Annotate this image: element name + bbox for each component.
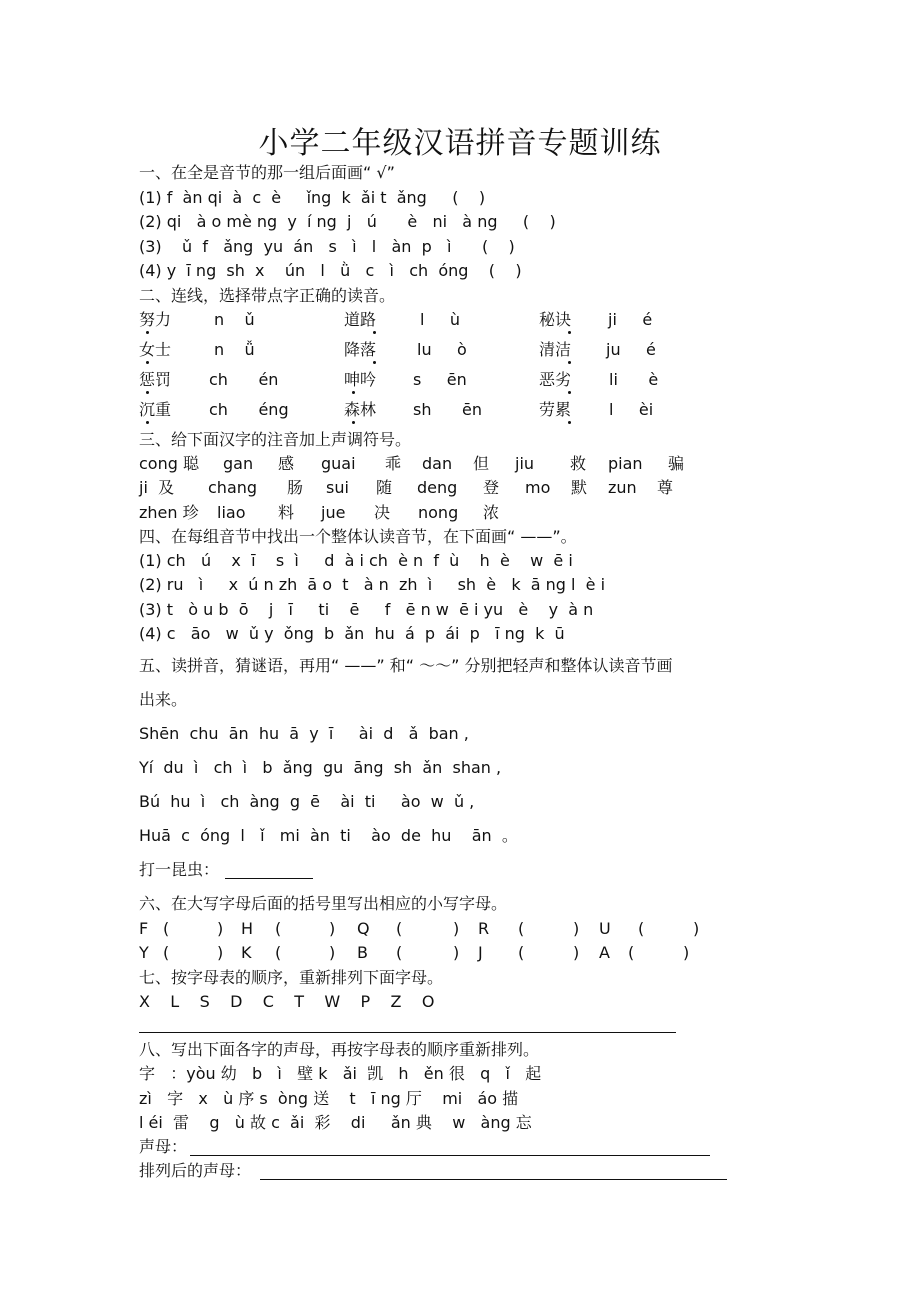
s3-cell: 默 [571, 478, 588, 497]
emphasis-dot [146, 421, 149, 424]
s3-cell: 料 [278, 503, 295, 522]
paren-open: ( [275, 943, 282, 962]
emphasis-dot [568, 361, 571, 364]
paren-close: ) [693, 919, 700, 938]
s2-pinyin: s ēn [413, 370, 467, 389]
s2-pinyin: lu ò [417, 340, 467, 359]
s3-cell: zhen 珍 [139, 503, 199, 522]
paren-close: ) [217, 919, 224, 938]
s3-cell: 骗 [668, 454, 685, 473]
uppercase-letter: U [599, 919, 611, 938]
s2-word: 沉重 [139, 400, 172, 419]
char-line: zì 字 x ù 序 s òng 送 t ī ng 厅 mi áo 描 [139, 1089, 519, 1108]
s3-cell: 登 [483, 478, 500, 497]
emphasis-dot [373, 331, 376, 334]
paren-open: ( [163, 919, 170, 938]
emphasis-dot [568, 331, 571, 334]
s2-word: 道路 [344, 310, 377, 329]
sorted-answer-line[interactable] [260, 1179, 727, 1180]
s2-word: 恶劣 [539, 370, 572, 389]
s3-cell: 感 [278, 454, 295, 473]
s3-cell: zun [608, 478, 637, 497]
s3-cell: ji 及 [139, 478, 175, 497]
riddle-line: Yí du ì ch ì b ǎng gu āng sh ǎn shan , [139, 758, 502, 777]
s2-word: 努力 [139, 310, 172, 329]
s2-pinyin: n ǚ [214, 340, 255, 359]
paren-open: ( [396, 919, 403, 938]
s2-word: 秘诀 [539, 310, 572, 329]
uppercase-letter: Q [357, 919, 370, 938]
s3-cell: 但 [473, 454, 490, 473]
section8-heading: 八、写出下面各字的声母，再按字母表的顺序重新排列。 [139, 1040, 540, 1059]
uppercase-letter: R [478, 919, 490, 938]
emphasis-dot [146, 361, 149, 364]
s3-cell: 救 [570, 454, 587, 473]
section1-item: (4) y ī ng sh x ún l ǜ c ì ch óng ( ) [139, 261, 522, 280]
s3-cell: 随 [376, 478, 393, 497]
s2-pinyin: sh ēn [413, 400, 482, 419]
section1-item: (3) ǔ f ǎng yu án s ì l àn p ì ( ) [139, 237, 515, 256]
page-title: 小学二年级汉语拼音专题训练 [258, 126, 662, 161]
s3-cell: 决 [374, 503, 391, 522]
section4-item: (4) c āo w ǔ y ǒng b ǎn hu á p ái p ī ng k ū [139, 624, 565, 643]
s3-cell: sui [326, 478, 349, 497]
riddle-line: Bú hu ì ch àng g ē ài ti ào w ǔ , [139, 792, 475, 811]
section2-heading: 二、连线，选择带点字正确的读音。 [139, 286, 396, 305]
riddle-line: Shēn chu ān hu ā y ī ài d ǎ ban , [139, 724, 469, 743]
answer-blank[interactable] [225, 878, 313, 879]
paren-open: ( [275, 919, 282, 938]
uppercase-letter: Y [139, 943, 149, 962]
s3-cell: mo [525, 478, 551, 497]
paren-open: ( [628, 943, 635, 962]
emphasis-dot [352, 391, 355, 394]
section6-heading: 六、在大写字母后面的括号里写出相应的小写字母。 [139, 894, 508, 913]
s3-cell: jiu [515, 454, 535, 473]
s3-cell: 乖 [385, 454, 402, 473]
riddle-prompt: 打一昆虫： [139, 860, 220, 879]
s2-pinyin: l èi [609, 400, 654, 419]
paren-close: ) [329, 943, 336, 962]
s2-pinyin: l ù [420, 310, 461, 329]
section1-heading: 一、在全是音节的那一组后面画“ √” [139, 163, 395, 182]
section1-item: (1) f àn qi à c è ǐng k ǎi t ǎng ( ) [139, 188, 486, 207]
s2-word: 呻吟 [344, 370, 377, 389]
s3-cell: 浓 [483, 503, 500, 522]
section4-item: (2) ru ì x ú n zh ā o t à n zh ì sh è k ā ng l è i [139, 575, 606, 594]
s3-cell: nong [418, 503, 459, 522]
shengmu-answer-line[interactable] [190, 1155, 710, 1156]
riddle-line: Huā c óng l ǐ mi àn ti ào de hu ān 。 [139, 826, 518, 845]
uppercase-letter: B [357, 943, 368, 962]
paren-open: ( [638, 919, 645, 938]
emphasis-dot [146, 391, 149, 394]
uppercase-letter: K [241, 943, 252, 962]
section4-item: (3) t ò u b ō j ī ti ē f ē n w ē i yu è y à n [139, 600, 594, 619]
section5-heading: 五、读拼音，猜谜语，再用“ ——” 和“ ～～” 分别把轻声和整体认读音节画 [139, 656, 673, 675]
paren-open: ( [396, 943, 403, 962]
paren-close: ) [217, 943, 224, 962]
s3-cell: guai [321, 454, 356, 473]
s2-word: 惩罚 [139, 370, 172, 389]
s3-cell: 尊 [657, 478, 674, 497]
section5-heading-cont: 出来。 [139, 690, 188, 709]
s3-cell: liao [217, 503, 246, 522]
s2-word: 女士 [139, 340, 172, 359]
uppercase-letter: H [241, 919, 254, 938]
s3-cell: gan [223, 454, 254, 473]
s2-pinyin: ju é [606, 340, 656, 359]
uppercase-letter: A [599, 943, 610, 962]
paren-open: ( [518, 919, 525, 938]
emphasis-dot [146, 331, 149, 334]
char-line: l éi 雷 g ù 故 c ǎi 彩 di ǎn 典 w àng 忘 [139, 1113, 532, 1132]
section3-heading: 三、给下面汉字的注音加上声调符号。 [139, 430, 412, 449]
paren-close: ) [683, 943, 690, 962]
s2-word: 森林 [344, 400, 377, 419]
emphasis-dot [568, 421, 571, 424]
s2-pinyin: li è [609, 370, 659, 389]
s2-word: 劳累 [539, 400, 572, 419]
section4-heading: 四、在每组音节中找出一个整体认读音节，在下面画“ ——”。 [139, 527, 577, 546]
s2-word: 清洁 [539, 340, 572, 359]
uppercase-letter: F [139, 919, 149, 938]
section4-item: (1) ch ú x ī s ì d à i ch è n f ù h è w ē i [139, 551, 573, 570]
paren-close: ) [573, 943, 580, 962]
shengmu-label: 声母： [139, 1137, 188, 1156]
s3-cell: deng [417, 478, 458, 497]
emphasis-dot [373, 361, 376, 364]
s3-cell: jue [321, 503, 346, 522]
s2-pinyin: ch én [209, 370, 279, 389]
s2-word: 降落 [344, 340, 377, 359]
answer-line[interactable] [139, 1032, 676, 1033]
s3-cell: cong 聪 [139, 454, 199, 473]
paren-open: ( [163, 943, 170, 962]
s3-cell: chang [208, 478, 258, 497]
s3-cell: pian [608, 454, 643, 473]
section7-heading: 七、按字母表的顺序，重新排列下面字母。 [139, 968, 444, 987]
s2-pinyin: ji é [608, 310, 653, 329]
uppercase-letter: J [478, 943, 483, 962]
char-line: 字 ：yòu 幼 b ì 壁 k ǎi 凯 h ěn 很 q ǐ 起 [139, 1064, 542, 1083]
paren-close: ) [329, 919, 336, 938]
emphasis-dot [568, 391, 571, 394]
sorted-label: 排列后的声母： [139, 1161, 252, 1180]
paren-close: ) [453, 919, 460, 938]
s2-pinyin: ch éng [209, 400, 289, 419]
section1-item: (2) qi à o mè ng y í ng j ú è ni à ng ( ) [139, 212, 556, 231]
emphasis-dot [352, 421, 355, 424]
s3-cell: 肠 [287, 478, 304, 497]
letter-list: X L S D C T W P Z O [139, 992, 435, 1011]
s2-pinyin: n ǔ [214, 310, 255, 329]
paren-open: ( [518, 943, 525, 962]
paren-close: ) [573, 919, 580, 938]
paren-close: ) [453, 943, 460, 962]
s3-cell: dan [422, 454, 453, 473]
